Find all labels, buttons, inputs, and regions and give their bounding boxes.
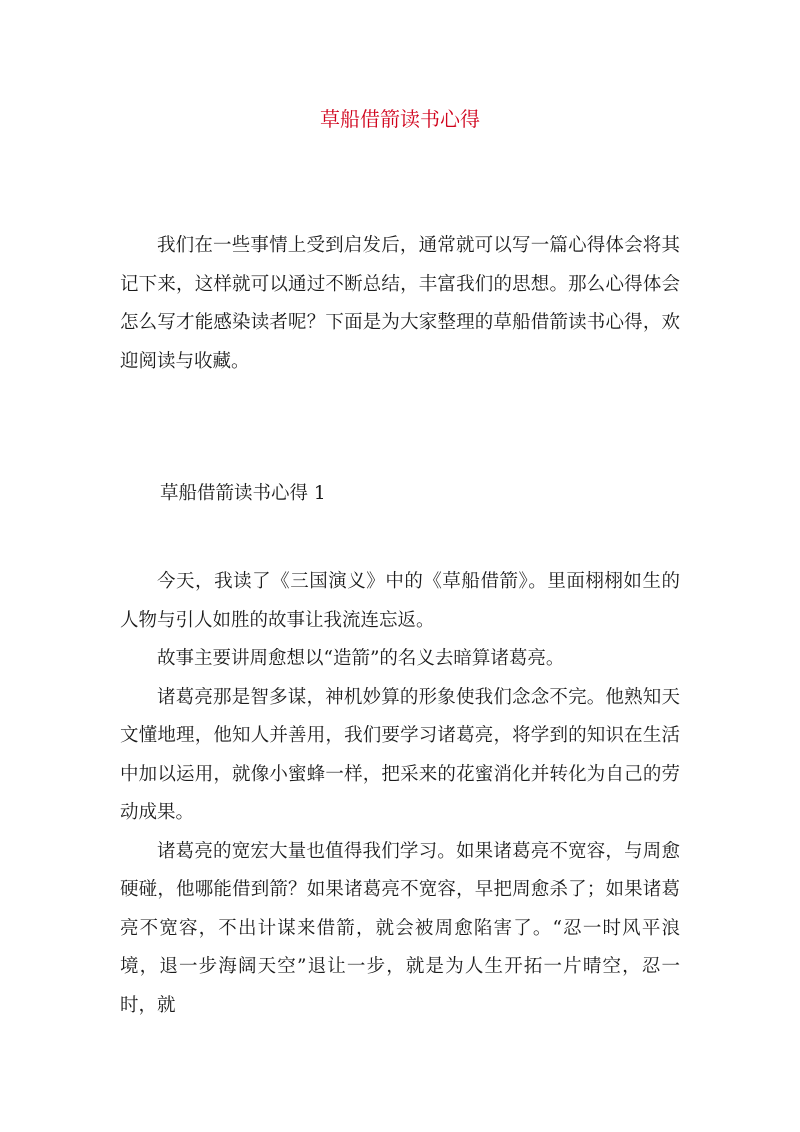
body-paragraph-3: 诸葛亮那是智多谋，神机妙算的形象使我们念念不完。他熟知天文懂地理，他知人并善用，我们要学习诸葛亮，将学到的知识在生活中加以运用，就像小蜜蜂一样，把采来的花蜜消化并转化为自己的劳动成果。 [120,686,680,823]
body-paragraph-1: 今天，我读了《三国演义》中的《草船借箭》。里面栩栩如生的人物与引人如胜的故事让我流连忘返。 [120,571,680,631]
body-paragraph-2: 故事主要讲周愈想以“造箭”的名义去暗算诸葛亮。 [157,648,565,669]
intro-section [120,227,680,381]
body-paragraph-4: 诸葛亮的宽宏大量也值得我们学习。如果诸葛亮不宽容，与周愈硬碰，他哪能借到箭？如果诸葛亮不宽容，早把周愈杀了；如果诸葛亮不宽容，不出计谋来借箭，就会被周愈陷害了。“忍一时风平浪境，退一步海阔天空”退让一步，就是为人生开拓一片晴空，忍一时，就 [120,840,680,1016]
body-section [120,563,680,1025]
intro-paragraph: 我们在一些事情上受到启发后，通常就可以写一篇心得体会将其记下来，这样就可以通过不断总结，丰富我们的思想。那么心得体会怎么写才能感染读者呢？下面是为大家整理的草船借箭读书心得，欢迎阅读与收藏。 [120,235,680,372]
document-title: 草船借箭读书心得 [320,107,480,131]
section-heading: 草船借箭读书心得 1 [160,483,326,504]
